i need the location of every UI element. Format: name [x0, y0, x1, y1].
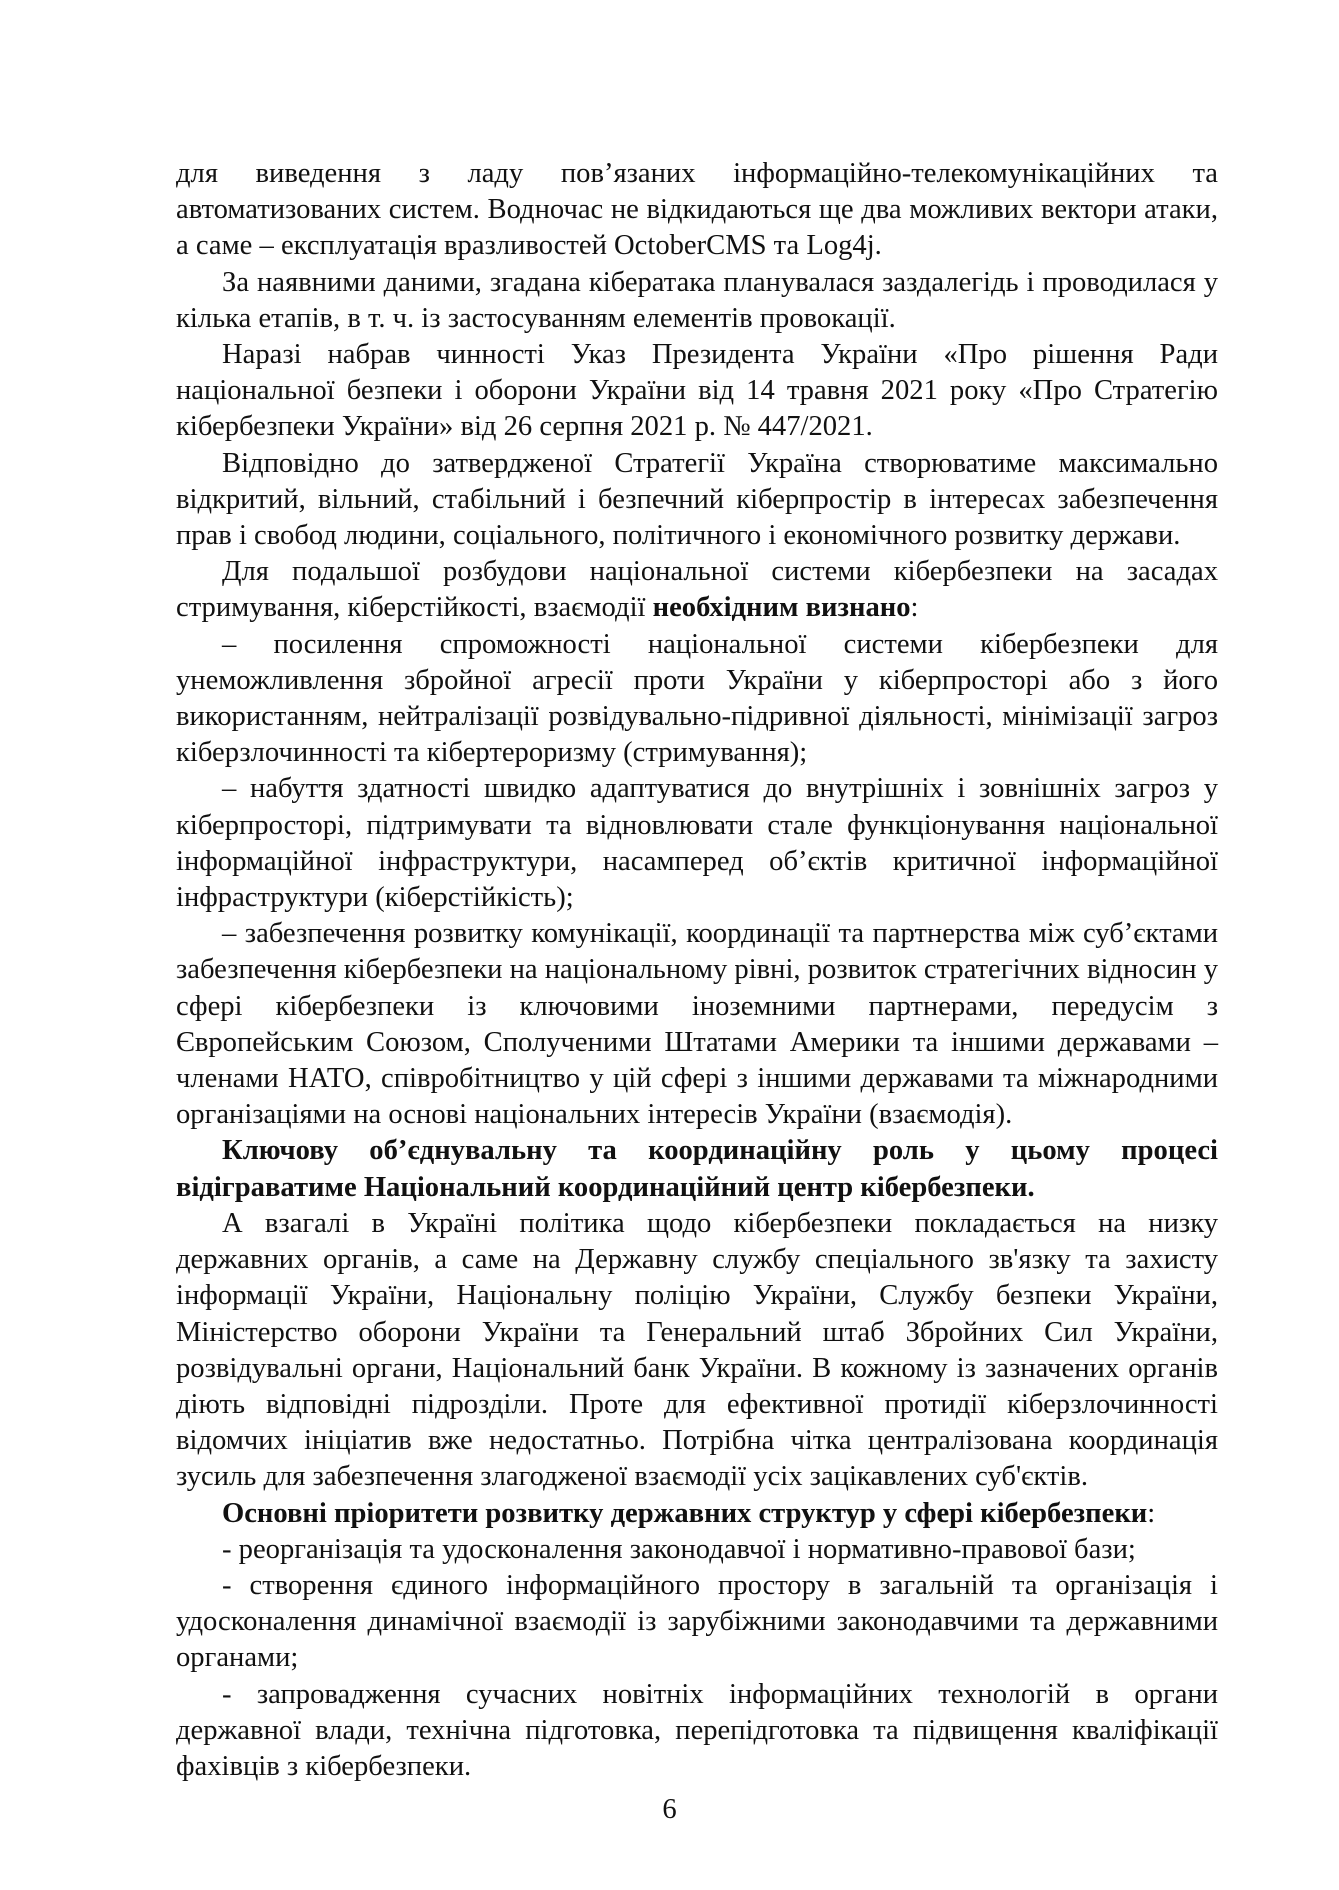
list-item-resilience: – набуття здатності швидко адаптуватися до внутрішніх і зовнішніх загроз у кіберпросторі, підтримувати та відновлювати стале функціонування національної інформаційної інфраструктури, насамперед об’єктів критичної інформаційної інфраструктури (кіберстійкість); — [176, 773, 1218, 914]
paragraph-development-intro-bold: необхідним визнано — [652, 592, 911, 624]
page-number: 6 — [662, 1794, 677, 1825]
list-item-new-technologies: - запровадження сучасних новітніх інформаційних технологій в органи державної влади, технічна підготовка, перепідготовка та підвищення кваліфікації фахівців з кібербезпеки. — [176, 1678, 1218, 1782]
paragraph-continuation: для виведення з ладу пов’язаних інформаційно-телекомунікаційних та автоматизованих систем. Водночас не відкидаються ще два можливих вектори атаки, а саме – експлуатація вразливостей OctoberCMS та Log4j. — [176, 158, 1218, 262]
paragraph-priorities-heading-colon: : — [1147, 1497, 1156, 1529]
list-item-information-space: - створення єдиного інформаційного простору в загальній та організація і удосконалення динамічної взаємодії із зарубіжними законодавчими та державними органами; — [176, 1569, 1218, 1674]
paragraph-strategy-goals: Відповідно до затвердженої Стратегії Україна створюватиме максимально відкритий, вільний, стабільний і безпечний кіберпростір в інтересах забезпечення прав і свобод людини, соціального, політичного і економічного розвитку держави. — [176, 447, 1218, 552]
list-item-reorganization: - реорганізація та удосконалення законодавчої і нормативно-правової бази; — [222, 1533, 1136, 1565]
list-item-interaction: – забезпечення розвитку комунікації, координації та партнерства між суб’єктами забезпечення кібербезпеки на національному рівні, розвиток стратегічних відносин у сфері кібербезпеки із ключовими іноземними партнерами, передусім з Європейським Союзом, Сполученими Штатами Америки та іншими державами – членами НАТО, співробітництво у цій сфері з іншими державами та міжнародними організаціями на основі національних інтересів України (взаємодія). — [176, 918, 1218, 1131]
paragraph-development-intro — [176, 554, 1218, 626]
paragraph-development-intro-text: Для подальшої розбудови національної системи кібербезпеки на засадах стримування, кіберстійкості, взаємодії — [176, 556, 1218, 624]
paragraph-development-intro-colon: : — [910, 592, 919, 624]
paragraph-priorities-heading-bold: Основні пріоритети розвитку державних структур у сфері кібербезпеки — [222, 1497, 1148, 1529]
paragraph-state-bodies: А взагалі в Україні політика щодо кібербезпеки покладається на низку державних органів, а саме на Державну службу спеціального зв'язку та захисту інформації України, Національну поліцію України, Службу безпеки України, Міністерство оборони України та Генеральний штаб Збройних Сил України, розвідувальні органи, Національний банк України. В кожному із зазначених органів діють відповідні підрозділи. Проте для ефективної протидії кіберзлочинності відомчих ініціатив вже недостатньо. Потрібна чітка централізована координація зусиль для забезпечення злагодженої взаємодії усіх зацікавлених суб'єктів. — [176, 1207, 1218, 1493]
paragraph-priorities-heading — [176, 1496, 1218, 1532]
paragraph-cyberattack-planning: За наявними даними, згадана кібератака планувалася заздалегідь і проводилася у кілька етапів, в т. ч. із застосуванням елементів провокації. — [176, 266, 1218, 334]
list-item-deterrence: – посилення спроможності національної системи кібербезпеки для унеможливлення збройної агресії проти України у кіберпросторі або з його використанням, нейтралізації розвідувально-підривної діяльності, мінімізації загроз кіберзлочинності та кібертероризму (стримування); — [176, 628, 1218, 769]
page-body — [176, 156, 1218, 1785]
paragraph-presidential-decree: Наразі набрав чинності Указ Президента України «Про рішення Ради національної безпеки і оборони України від 14 травня 2021 року «Про Стратегію кібербезпеки України» від 26 серпня 2021 р. № 447/2021. — [176, 339, 1218, 443]
paragraph-coordination-center: Ключову об’єднувальну та координаційну роль у цьому процесі відіграватиме Національний координаційний центр кібербезпеки. — [176, 1135, 1218, 1203]
